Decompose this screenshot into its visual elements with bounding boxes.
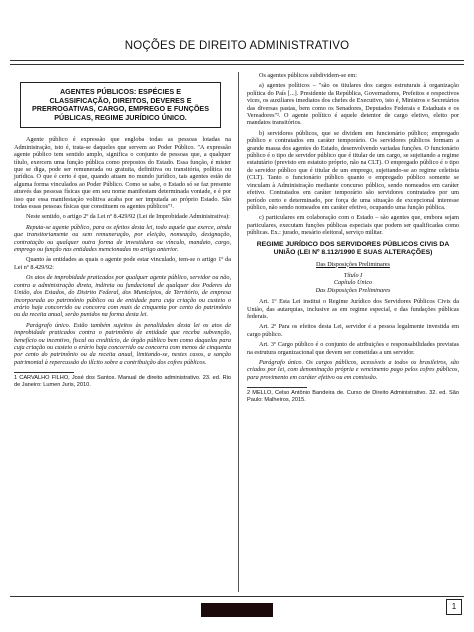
paragraph: Os agentes públicos subdividem-se em: [259,72,357,79]
paragraph: b) servidores públicos, que se dividem em funcionário público; empregado público e contratados em caráter temporário. Os servidores públicos formam a grande massa dos agentes do Estado, desenvolvendo variadas funções. O funcionário público é o tipo de servidor público que é titular de um cargo, se sujeitando a regime estatutário (previsto em estatuto próprio, não na CLT). O empregado público é o tipo de servidor público que é titular de um emprego, sujeitando-se ao regime celetista (CLT). Tanto o funcionário público quanto o empregado público somente se vinculam à Administração mediante concurso público, sendo nomeados em caráter efetivo. Contratados em caráter temporário são servidores contratados por um período certo e determinado, por força de uma situação de excepcional interesse público, não sendo nomeados em caráter efetivo, ocupando uma função pública. [247,129,459,211]
section-title-box: AGENTES PÚBLICOS: ESPÉCIES E CLASSIFICAÇÃO, DIREITOS, DEVERES E PRERROGATIVAS, CARGO, EMPREGO E FUNÇÕES PÚBLICAS, REGIME JURÍDICO ÚNICO. [20,82,221,128]
footnote-rule [247,387,307,388]
paragraph: Neste sentido, o artigo 2º da Lei nº 8.429/92 (Lei de Improbidade Administrativa): [26,213,230,221]
header-divider-2 [10,64,464,65]
column-divider [238,72,239,592]
section-heading: REGIME JURÍDICO DOS SERVIDORES PÚBLICOS CIVIS DA UNIÃO (LEI Nº 8.112/1990 E SUAS ALTERAÇÕES) [256,240,450,256]
article-paragraph: Parágrafo único. Os cargos públicos, acessíveis a todos os brasileiros, são criados por lei, com denominação própria e vencimento pago pelos cofres públicos, para provimento em caráter efetivo ou em comissão. [247,359,459,381]
paragraph: Agente público é expressão que engloba todas as pessoas lotadas na Administração, isto é, trata-se daqueles que servem ao Poder Público. "A expressão agente público tem sentido amplo, significa o conjunto de pessoas que, a qualquer título, exercem uma função pública como prepostos do Estado. Essa função, é mister que se diga, pode ser remunerada ou gratuita, definitiva ou transitória, política ou jurídica. O que é certo é que, quando atuam no mundo jurídico, tais agentes estão de alguma forma vinculados ao Poder Público. Como se sabe, o Estado só se faz presente através das pessoas físicas que em seu nome manifestam determinada vontade, e é por isso que essa manifestação volitiva acaba por ser imputada ao próprio Estado. São todas essas pessoas físicas que constituem os agentes públicos"¹. [14,136,231,211]
footer-divider [10,596,464,597]
paragraph: c) particulares em colaboração com o Estado – são agentes que, embora sejam particulares, executam funções públicas especiais que podem ser qualificadas como públicas. Ex.: jurado, mesário eleitoral, serviço militar. [247,214,459,237]
chapter-title: Das Disposições Preliminares [315,286,391,294]
article: Art. 3º Cargo público é o conjunto de atribuições e responsabilidades previstas na estrutura organizacional que devem ser cometidas a um servidor. [247,341,459,356]
quote: Reputa-se agente público, para os efeitos desta lei, todo aquele que exerce, ainda que transitoriamente ou sem remuneração, por eleição, nomeação, designação, contratação ou qualquer outra forma de investidura ou vínculo, mandato, cargo, emprego ou função nas entidades mencionadas no artigo anterior. [14,223,231,254]
footnote: 1 CARVALHO FILHO, José dos Santos. Manual de direito administrativo. 23. ed. Rio de Janeiro: Lumen Juris, 2010. [14,375,231,388]
footnote-rule [14,372,74,373]
article: Art. 1º Esta Lei institui o Regime Jurídico dos Servidores Públicos Civis da União, das autarquias, inclusive as em regime especial, e das fundações públicas federais. [247,298,459,320]
subsection-heading: Das Disposições Preliminares [316,260,390,268]
footnote: 2 MELLO, Celso Antônio Bandeira de. Curso de Direito Administrativo. 32. ed. São Paulo: Malheiros, 2015. [247,390,459,403]
paragraph: Quanto às entidades as quais o agente pode estar vinculado, tem-se o artigo 1º da Lei nº 8.429/92: [14,256,231,271]
paragraph: a) agentes políticos – "são os titulares dos cargos estruturais à organização política do País [...]. Presidente da República, Governadores, Prefeitos e respectivos vices, os auxiliares imediatos dos chefes de Executivo, isto é, Ministros e Secretários das diversas pastas, bem como os Senadores, Deputados Federais e Estaduais e os Vereadores"². O agente político é aquele detentor de cargo eletivo, eleito por mandatos transitórios. [247,82,459,127]
footer-bar [201,603,273,617]
quote: Os atos de improbidade praticados por qualquer agente público, servidor ou não, contra a administração direta, indireta ou fundacional de qualquer dos Poderes da União, dos Estados, do Distrito Federal, dos Municípios, de Território, de empresa incorporada ao patrimônio público ou de entidade para cuja criação ou custeio o erário haja concorrido ou concorra com mais de cinquenta por cento do patrimônio ou da receita anual, serão punidos na forma desta lei. [14,274,231,319]
page-number: 1 [446,599,462,615]
right-column [247,72,459,405]
title-label: Título I [343,271,363,279]
quote: Parágrafo único. Estão também sujeitos às penalidades desta lei os atos de improbidade praticados contra o patrimônio de entidade que receba subvenção, benefício ou incentivo, fiscal ou creditício, de órgão público bem como daquelas para cuja criação ou custeio o erário haja concorrido ou concorra com menos de cinquenta por cento do patrimônio ou da receita anual, limitando-se, nestes casos, a sanção patrimonial à repercussão do ilícito sobre a contribuição dos cofres públicos. [14,321,231,366]
header-divider [10,60,464,61]
left-column [14,72,231,390]
chapter-label: Capítulo Único [333,279,373,287]
article: Art. 2º Para os efeitos desta Lei, servidor é a pessoa legalmente investida em cargo público. [247,323,459,338]
page-title: NOÇÕES DE DIREITO ADMINISTRATIVO [124,40,350,52]
